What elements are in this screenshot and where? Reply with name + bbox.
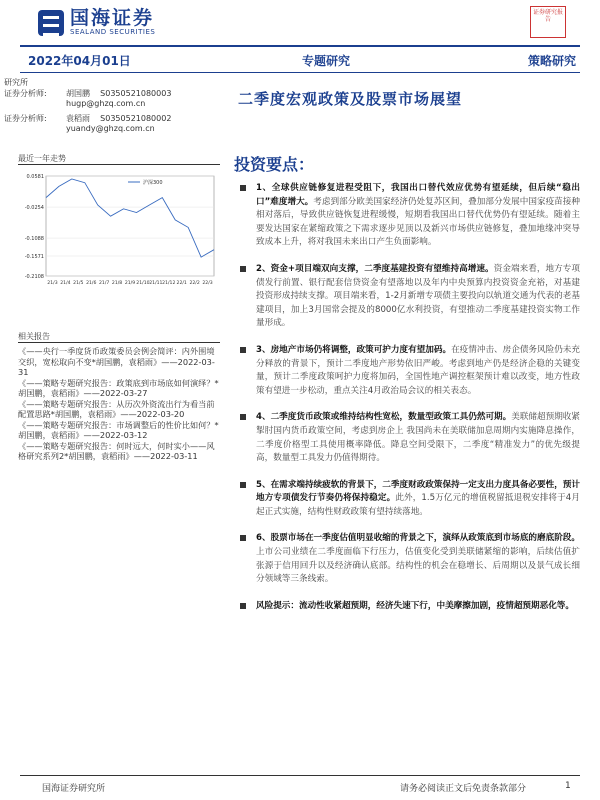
summary-point (240, 532, 580, 586)
chart-xtick-label: 21/5 (73, 281, 84, 286)
chart-xtick-label: 21/8 (111, 281, 123, 286)
related-reports-title: 相关报告 (18, 332, 50, 341)
summary-points (240, 182, 580, 626)
meta-divider (20, 72, 580, 73)
chart-ytick-label: 0.0581 (26, 174, 44, 180)
footer-company: 国海证券研究所 (42, 784, 106, 794)
point-headline: 6、股票市场在一季度估值明显收缩的背景之下，演绎从政策底到市场底的磨底阶段。 (256, 533, 580, 544)
bullet-icon (240, 266, 246, 272)
summary-point (240, 479, 580, 520)
analyst-2-email[interactable]: yuandy@ghzq.com.cn (66, 124, 155, 133)
related-reports-list (18, 346, 222, 462)
chart-xtick-label: 21/10 (136, 281, 150, 286)
chart-xtick-label: 21/9 (124, 281, 136, 286)
analyst-1 (4, 89, 214, 100)
point-headline: 4、二季度货币政策或维持结构性宽松，数量型政策工具仍然可期。 (256, 412, 512, 423)
company-name-cn: 国海证券 (70, 7, 155, 29)
summary-point (240, 411, 580, 465)
point-headline: 3、房地产市场仍将调整，政策可护力度有望加码。 (256, 344, 452, 355)
analyst-info (4, 78, 214, 135)
point-headline: 1、全球供应链修复进程受阻下，我国出口替代效应优势有望延续，但后续“稳出口”难度增大。 (256, 183, 580, 207)
analyst-role: 证券分析师: (4, 113, 47, 123)
bullet-icon (240, 535, 246, 541)
chart-xtick-label: 21/6 (86, 281, 97, 286)
analyst-role: 证券分析师: (4, 88, 47, 98)
analyst-2 (4, 114, 214, 125)
footer-disclaimer: 请务必阅读正文后免责条款部分 (400, 784, 527, 794)
company-logo (38, 8, 155, 37)
point-body: 在疫情冲击、房企债务风险仍未充分释放的背景下，预计二季度地产形势依旧严峻。考虑到地产仍是经济企稳的关键变量，预计二季度政策呵护力度将加码，全国性地产调控框架预计难以改变，地方性政策有望进一步松动，重点关注4月政治局会议的相关表态。 (256, 344, 580, 396)
related-divider (18, 342, 220, 343)
analyst-1-email[interactable]: hugp@ghzq.com.cn (66, 99, 146, 108)
related-report-item[interactable]: 《——策略专题研究报告：市场调整后的性价比如何？*胡国鹏，袁稻雨》——2022-03-12 (18, 419, 219, 440)
chart-xtick-label: 21/12 (162, 281, 176, 286)
summary-heading: 投资要点： (234, 155, 315, 174)
page-title: 二季度宏观政策及股票市场展望 (238, 90, 463, 108)
chart-xtick-label: 22/2 (189, 281, 200, 286)
trend-chart-svg (18, 168, 220, 298)
report-date: 2022年04月01日 (28, 54, 131, 68)
trend-label: 最近一年走势 (18, 154, 66, 163)
chart-xtick-label: 22/1 (176, 281, 187, 286)
bullet-icon (240, 347, 246, 353)
chart-xtick-label: 21/11 (149, 281, 163, 286)
trend-divider (18, 164, 220, 165)
related-report-item[interactable]: 《——策略专题研究报告：从历次外资流出行为看当前配置思路*胡国鹏，袁稻雨》——2022-03-20 (18, 398, 215, 419)
chart-frame (46, 176, 214, 276)
bullet-icon (240, 414, 246, 420)
chart-ytick-label: -0.2108 (24, 274, 44, 280)
summary-point (240, 182, 580, 250)
trend-chart (18, 168, 220, 298)
page-number: 1 (565, 781, 571, 791)
point-body: 考虑到部分欧美国家经济仍处复苏区间，叠加部分发展中国家疫苗接种相对落后，导致供应链恢复进程缓慢，短期看我国出口替代优势仍有望延续。随着主要发达国家在紧缩政策之下需求逐步见顶以及新兴市场供应链修复，叠加地缘冲突导致成本上升，将对我国未来出口产生负面影响。 (256, 196, 580, 248)
chart-legend-label: 沪深300 (143, 180, 163, 186)
company-name-en: SEALAND SECURITIES (70, 28, 156, 36)
summary-point (240, 263, 580, 331)
report-category: 策略研究 (528, 54, 577, 68)
chart-ytick-label: -0.1571 (24, 254, 44, 261)
point-body: 上市公司业绩在二季度面临下行压力，估值变化受到美联储紧缩的影响，后续估值扩张源于信用回升以及经济确认底部。结构性的机会在稳增长、后周期以及景气成长细分领域等三条线索。 (256, 547, 580, 585)
chart-xtick-label: 21/7 (98, 281, 110, 286)
risk-text: 流动性收紧超预期，经济失速下行，中美摩擦加剧，疫情超预期恶化等。 (298, 600, 574, 611)
point-headline: 2、资金+项目端双向支撑，二季度基建投资有望维持高增速。 (256, 263, 494, 274)
chart-xtick-label: 22/3 (202, 281, 213, 286)
report-type: 专题研究 (302, 54, 351, 68)
chart-series-line (46, 179, 214, 257)
bullet-icon (240, 482, 246, 488)
point-body: 资金端来看，地方专项债发行前置、银行配套信贷资金有望落地以及年内中央预算内投资资金充裕，对基建投资形成持续支撑。项目端来看，1-2月新增专项债主要投向以轨道交通为代表的老基建项目，加上3月国常会提及的8000亿水利投资，有望推动二季度基建投资实物工作量形成。 (256, 263, 580, 329)
point-body: 此外，1.5万亿元的增值税留抵退税安排将于4月起正式实施，结构性财政政策有望持续落地。 (256, 493, 580, 517)
analyst-1-name: 胡国鹏 (66, 88, 90, 98)
chart-xtick-label: 21/4 (60, 281, 71, 286)
related-report-item[interactable]: 《——策略专题研究报告：政策底到市场底如何演绎？*胡国鹏，袁稻雨》——2022-03-27 (18, 377, 219, 398)
related-report-item[interactable]: 《——策略专题研究报告：何时远大，何时实小——风格研究系列2*胡国鹏，袁稻雨》——2022-03-11 (18, 440, 215, 461)
point-headline: 5、在需求端持续疲软的背景下，二季度财政政策保持一定支出力度具备必要性，预计地方专项债发行节奏仍将保持稳定。 (256, 479, 580, 504)
analyst-2-name: 袁稻雨 (66, 113, 90, 123)
summary-point (240, 344, 580, 398)
point-body: 美联储超预期收紧掣肘国内货币政策空间，考虑到房企上 我国尚未在美联储加息周期内实施降息操作，二季度价格型工具使用概率降低。降息空间受限下，二季度“精准发力”的优先级提高，数量型工具发力仍值得期待。 (256, 412, 580, 464)
risk-warning (240, 600, 580, 614)
report-meta-row (20, 50, 580, 70)
related-report-item[interactable]: 《——央行一季度货币政策委员会例会简评：内外围境交织，宽松取向不变*胡国鹏，袁稻雨》——2022-03-31 (18, 346, 215, 377)
logo-mark-icon (38, 10, 64, 36)
risk-label: 风险提示： (256, 600, 299, 611)
chart-ytick-label: -0.1088 (24, 236, 44, 243)
analyst-1-cert: S0350521080003 (100, 88, 172, 98)
bullet-icon (240, 185, 246, 191)
footer-divider (20, 775, 580, 776)
bullet-icon (240, 603, 246, 609)
chart-ytick-label: -0.0254 (24, 205, 44, 212)
chart-xtick-label: 21/3 (47, 281, 58, 286)
report-seal: 证券研究报告 (530, 6, 566, 38)
header-divider (20, 45, 580, 47)
institute-label: 研究所 (4, 78, 28, 87)
analyst-2-cert: S0350521080002 (100, 113, 172, 123)
